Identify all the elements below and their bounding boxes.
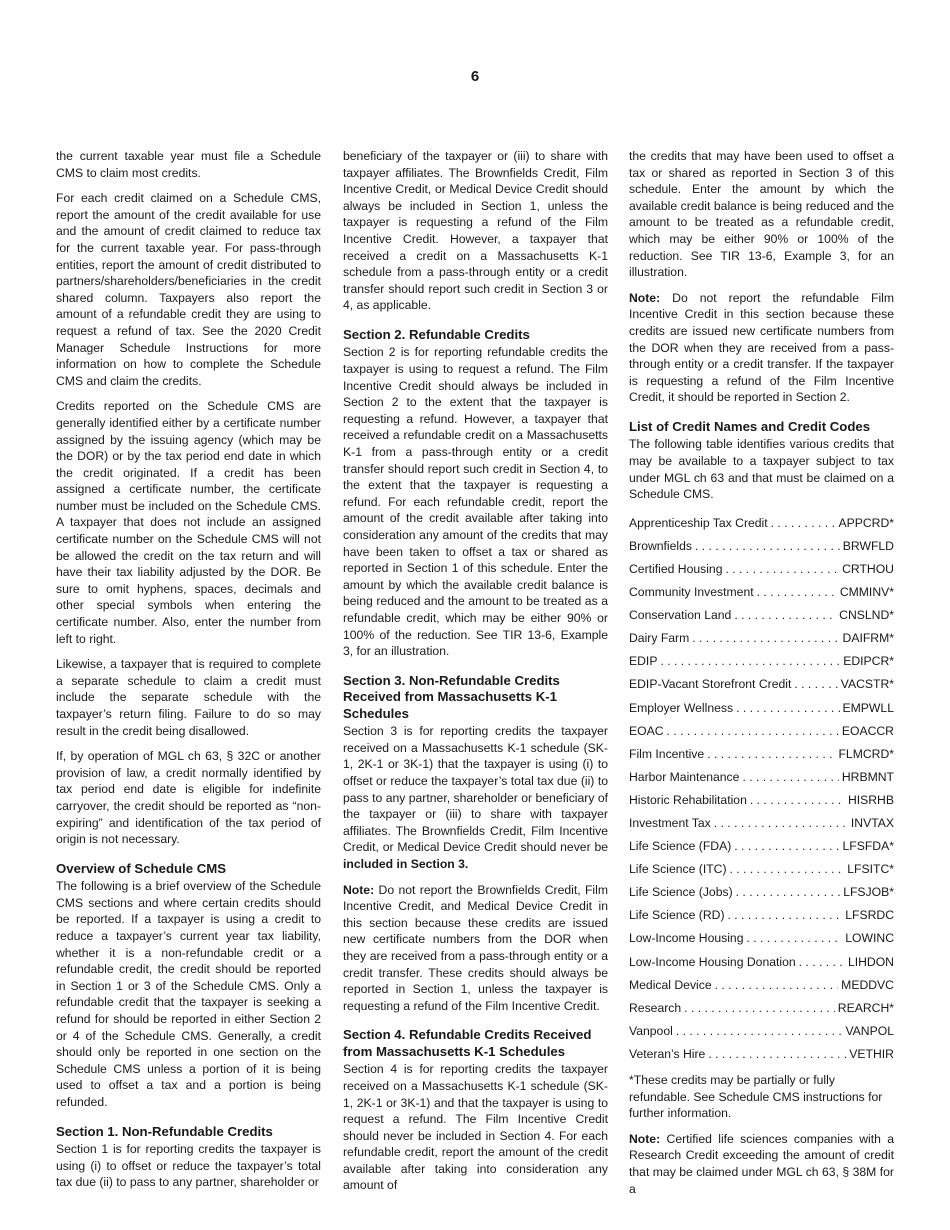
note-label: Note: xyxy=(629,290,661,305)
page-number: 6 xyxy=(470,68,480,85)
credit-code: LOWINC xyxy=(845,931,894,946)
credit-row xyxy=(629,743,894,766)
note-text: Do not report the refundable Film Incentive Credit in this section because these credits are issued new certificate numbers from the DOR when they are received from a pass-through entity or a credit transfer. If the taxpayer is requesting a refund of the Film Incentive Credit, it should be reported in Section 2. xyxy=(629,290,895,405)
column-right xyxy=(629,148,894,1206)
paragraph: the credits that may have been used to offset a tax or shared as reported in Section 3 of this schedule. Enter the amount by which the available credit balance is being reduced and the amount to be treated as a refundable credit, which may be either 90% or 100% of the reduction. See TIR 13-6, Example 3, for an illustration. xyxy=(629,149,894,280)
credit-code: VANPOL xyxy=(845,1023,894,1038)
credit-code: APPCRD* xyxy=(838,515,894,530)
dot-leader xyxy=(676,1020,843,1043)
credit-code: VACSTR* xyxy=(840,677,894,692)
credit-row xyxy=(629,535,894,558)
credit-code: LFSITC* xyxy=(847,862,894,877)
credit-code: EMPWLL xyxy=(842,700,894,715)
credit-row xyxy=(629,581,894,604)
dot-leader xyxy=(734,604,836,627)
paragraph: Likewise, a taxpayer that is required to complete a separate schedule to claim a credit must include the separate schedule with the taxpayer’s return filing. Failure to do so may result in the credit being disallowed. xyxy=(56,657,321,738)
note-label: Note: xyxy=(343,882,375,897)
paragraph xyxy=(343,723,608,872)
credit-row xyxy=(629,835,894,858)
credit-row xyxy=(629,766,894,789)
paragraph: If, by operation of MGL ch 63, § 32C or another provision of law, a credit normally identified by tax period end date is eligible for indefinite carryover, the credit should be reported as “non-expiring” and identification of the tax period of origin is not necessary. xyxy=(56,749,321,847)
paragraph: the current taxable year must file a Schedule CMS to claim most credits. xyxy=(56,149,321,180)
credit-name: Veteran’s Hire xyxy=(629,1046,706,1061)
credit-name: Research xyxy=(629,1000,682,1015)
credit-code: LFSFDA* xyxy=(842,839,894,854)
dot-leader xyxy=(734,835,839,858)
credit-row xyxy=(629,697,894,720)
credit-row xyxy=(629,720,894,743)
dot-leader xyxy=(707,743,835,766)
dot-leader xyxy=(730,858,845,881)
heading-section-3: Section 3. Non-Refundable Credits Received from Massachusetts K-1 Schedules xyxy=(343,672,560,721)
column-left xyxy=(56,148,321,1200)
credit-row xyxy=(629,650,894,673)
credit-code-list xyxy=(629,512,894,1066)
credit-row xyxy=(629,904,894,927)
dot-leader xyxy=(725,558,839,581)
bold-text: included in Section 3. xyxy=(343,856,469,871)
note-paragraph xyxy=(629,1131,894,1197)
credit-row xyxy=(629,627,894,650)
credit-name: Brownfields xyxy=(629,538,692,553)
dot-leader xyxy=(692,627,839,650)
credit-code: EDIPCR* xyxy=(843,654,894,669)
paragraph: beneficiary of the taxpayer or (iii) to share with taxpayer affiliates. The Brownfields Credit, Film Incentive Credit, or Medical Device Credit should always be included in Section 1, unless the taxpayer is requesting a refund of the Film Incentive Credit. However, a taxpayer that received a credit on a Massachusetts K-1 schedule from a pass-through entity or a credit transfer should report such credit in Section 3 or 4, as applicable. xyxy=(343,149,608,313)
credit-name: Low-Income Housing xyxy=(629,931,744,946)
credit-name: Investment Tax xyxy=(629,816,711,830)
heading-credit-list: List of Credit Names and Credit Codes xyxy=(629,418,871,434)
paragraph-text: Section 3 is for reporting credits the taxpayer received on a Massachusetts K-1 schedule (SK-1, 2K-1 or 3K-1) that the taxpayer is using (i) to offset or reduce the taxpayer’s total tax due (ii) to pass to any partner, shareholder or beneficiary of the taxpayer or (iii) to share with taxpayer affiliates. The Brownfields Credit, Film Incentive Credit, or Medical Device Credit should never be xyxy=(343,724,608,855)
credit-row xyxy=(629,951,894,974)
credit-code: DAIFRM* xyxy=(842,631,894,646)
credit-name: Community Investment xyxy=(629,585,754,600)
credit-name: Apprenticeship Tax Credit xyxy=(629,515,768,530)
credit-code: EOACCR xyxy=(841,723,894,738)
heading-overview: Overview of Schedule CMS xyxy=(56,860,227,876)
credit-name: Employer Wellness xyxy=(629,700,734,715)
credit-row xyxy=(629,881,894,904)
credit-row xyxy=(629,927,894,950)
dot-leader xyxy=(771,512,836,535)
credit-code: REARCH* xyxy=(837,1000,894,1015)
dot-leader xyxy=(799,951,845,974)
dot-leader xyxy=(667,720,839,743)
credit-code: CNSLND* xyxy=(839,608,894,623)
credit-name: EDIP xyxy=(629,654,658,669)
dot-leader xyxy=(728,904,843,927)
credit-code: LIHDON xyxy=(847,954,894,969)
heading-section-2: Section 2. Refundable Credits xyxy=(343,326,530,342)
dot-leader xyxy=(684,997,835,1020)
credit-name: Certified Housing xyxy=(629,561,723,576)
dot-leader xyxy=(736,881,841,904)
dot-leader xyxy=(757,581,837,604)
note-paragraph xyxy=(343,882,608,1015)
credit-row xyxy=(629,858,894,881)
credit-code: LFSRDC xyxy=(845,908,894,923)
credit-code: CMMINV* xyxy=(839,585,894,600)
paragraph: For each credit claimed on a Schedule CMS, report the amount of the credit available for use and the amount of credit claimed to reduce tax for the current taxable year. For pass-through entities, report the amount of credit distributed to partners/shareholders/beneficiaries in the credit shared column. Taxpayers also report the amount of a refundable credit they are using to request a refund of tax. See the 2020 Credit Manager Schedule Instructions for more information on how to complete the Schedule CMS and claim the credits. xyxy=(56,191,321,388)
credit-code: HISRHB xyxy=(847,792,894,807)
credit-row xyxy=(629,1020,894,1043)
footnote: *These credits may be partially or fully refundable. See Schedule CMS instructions for further information. xyxy=(629,1073,883,1121)
column-middle xyxy=(343,148,608,1203)
credit-name: Life Science (ITC) xyxy=(629,862,727,877)
credit-name: Life Science (Jobs) xyxy=(629,885,733,900)
credit-code: FLMCRD* xyxy=(838,746,894,761)
credit-row xyxy=(629,812,894,835)
credit-code: BRWFLD xyxy=(842,538,894,553)
credit-name: Life Science (FDA) xyxy=(629,839,732,854)
credit-row xyxy=(629,604,894,627)
credit-name: Low-Income Housing Donation xyxy=(629,954,796,969)
paragraph: Section 4 is for reporting credits the taxpayer received on a Massachusetts K-1 schedule (SK-1, 2K-1 or 3K-1) and that the taxpayer is using to request a refund. The Film Incentive Credit should never be included in Section 4. For each refundable credit, report the amount of the credit available after taking into consideration any amount of xyxy=(343,1062,608,1193)
note-label: Note: xyxy=(629,1131,661,1146)
dot-leader xyxy=(742,766,838,789)
credit-name: Dairy Farm xyxy=(629,631,690,646)
note-paragraph xyxy=(629,290,894,406)
credit-row xyxy=(629,512,894,535)
credit-code: CRTHOU xyxy=(842,561,894,576)
credit-row xyxy=(629,558,894,581)
credit-code: LFSJOB* xyxy=(843,885,894,900)
credit-code: INVTAX xyxy=(850,816,894,830)
paragraph: Credits reported on the Schedule CMS are generally identified either by a certificate number assigned by the issuing agency (which may be the DOR) or by the tax period end date in which the credit originated. If a credit has been assigned a certificate number, the certificate number must be included on the Schedule CMS. A taxpayer that does not include an assigned certificate number on the Schedule CMS will not be allowed the credit on the tax return and will have their tax liability adjusted by the DOR. Be sure to omit hyphens, spaces, decimals and other special symbols when entering the certificate number. Also, enter the number from left to right. xyxy=(56,399,321,646)
dot-leader xyxy=(695,535,840,558)
paragraph: Section 1 is for reporting credits the taxpayer is using (i) to offset or reduce the taxpayer’s total tax due (ii) to pass to any partner, shareholder or xyxy=(56,1142,321,1190)
credit-name: EOAC xyxy=(629,723,664,738)
credit-row xyxy=(629,1043,894,1066)
credit-name: Film Incentive xyxy=(629,746,705,761)
dot-leader xyxy=(794,673,837,696)
credit-name: Medical Device xyxy=(629,977,712,992)
dot-leader xyxy=(660,650,840,673)
dot-leader xyxy=(708,1043,846,1066)
credit-row xyxy=(629,673,894,696)
dot-leader xyxy=(746,927,842,950)
paragraph: The following table identifies various credits that may be available to a taxpayer subject to tax under MGL ch 63 and that must be claimed on a Schedule CMS. xyxy=(629,437,894,502)
credit-row xyxy=(629,789,894,812)
credit-code: VETHIR xyxy=(849,1046,894,1061)
credit-name: EDIP-Vacant Storefront Credit xyxy=(629,677,792,692)
note-text: Do not report the Brownfields Credit, Film Incentive Credit, and Medical Device Credit in this section because these credits are issued new certificate numbers from the DOR when they are received from a pass-through entity or a credit transfer. These credits should always be reported in Section 1, unless the taxpayer is requesting a refund of the Film Incentive Credit. xyxy=(343,882,608,1013)
credit-name: Conservation Land xyxy=(629,608,732,623)
credit-name: Historic Rehabilitation xyxy=(629,792,747,807)
credit-row xyxy=(629,974,894,997)
heading-section-4: Section 4. Refundable Credits Received from Massachusetts K-1 Schedules xyxy=(343,1027,592,1059)
credit-row xyxy=(629,997,894,1020)
credit-code: MEDDVC xyxy=(841,977,894,992)
credit-name: Harbor Maintenance xyxy=(629,769,740,784)
paragraph: Section 2 is for reporting refundable credits the taxpayer is using to request a refund. The Film Incentive Credit should always be included in Section 2 to the extent that the taxpayer is requesting a refund. However, a taxpayer that received a refundable credit on a Massachusetts K-1 from a pass-through entity or a credit transfer should report such credit in Section 4, to the extent that the taxpayer is requesting a refund. For each refundable credit, report the amount of the credit available after taking into consideration any amount of the credits that may have been taken to offset a tax or shared as reported in Section 1 of this schedule. Enter the amount by which the available credit balance is being reduced and the amount to be treated as a refundable credit, which may be either 90% or 100% of the reduction. See TIR 13-6, Example 3, for an illustration. xyxy=(343,345,608,659)
note-text: Certified life sciences companies with a Research Credit exceeding the amount of credit that may be claimed under MGL ch 63, § 38M for a xyxy=(629,1131,895,1196)
dot-leader xyxy=(750,789,845,812)
dot-leader xyxy=(714,812,848,835)
credit-name: Vanpool xyxy=(629,1023,673,1038)
credit-name: Life Science (RD) xyxy=(629,908,725,923)
dot-leader xyxy=(715,974,839,997)
credit-code: HRBMNT xyxy=(841,769,894,784)
dot-leader xyxy=(736,697,839,720)
paragraph: The following is a brief overview of the Schedule CMS sections and where certain credits should be reported. If a taxpayer is using a credit to reduce a taxpayer’s current year tax liability, whether it is a non-refundable credit or a refundable credit, the credit should be reported in Section 1 or 3 of the Schedule CMS. Only a refundable credit that the taxpayer is seeking a refund for should be reported in either Section 2 or 4 of the Schedule CMS. Generally, a credit should only be reported in one section on the Schedule CMS unless a portion of it is being used to offset a tax and a portion is being refunded. xyxy=(56,879,321,1109)
heading-section-1: Section 1. Non-Refundable Credits xyxy=(56,1123,273,1139)
